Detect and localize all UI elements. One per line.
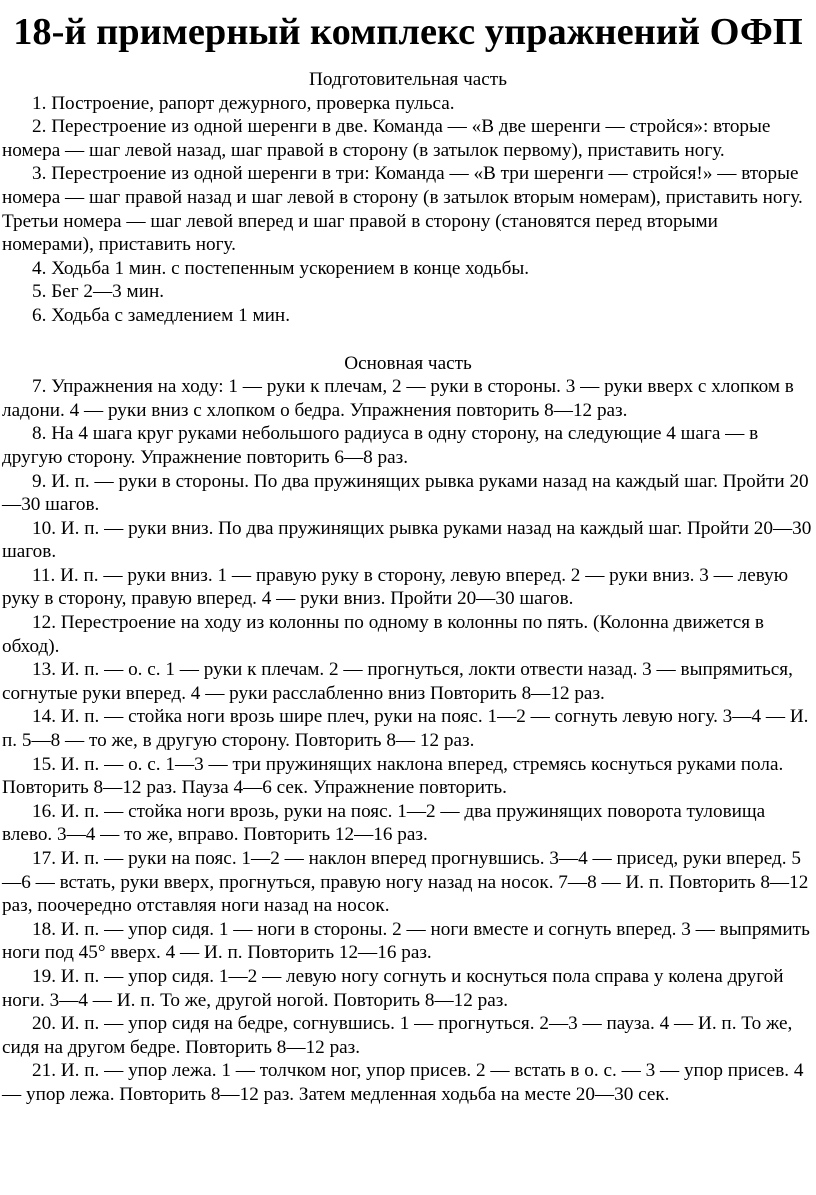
section-heading: Основная часть: [344, 352, 472, 374]
exercise-item: 9. И. п. — руки в стороны. По два пружинящих рывка руками назад на каждый шаг. Пройти 20—30 шагов.: [2, 470, 809, 516]
exercise-item: 12. Перестроение на ходу из колонны по одному в колонны по пять. (Колонна движется в обход).: [2, 612, 764, 657]
exercise-item: 8. На 4 шага круг руками небольшого радиуса в одну сторону, на следующие 4 шага — в другую сторону. Упражнение повторить 6—8 раз.: [2, 423, 759, 468]
exercise-item: 3. Перестроение из одной шеренги в три: Команда — «В три шеренги — стройся!» — вторые номера — шаг правой назад и шаг левой в сторону (в затылок вторым номерам), приставить ногу. Третьи номера — шаг левой вперед и шаг правой в сторону (становятся перед вторыми номерами), приставить ногу.: [2, 163, 803, 256]
exercise-item: 5. Бег 2—3 мин.: [32, 281, 165, 303]
exercise-item: 16. И. п. — стойка ноги врозь, руки на пояс. 1—2 — два пружинящих поворота туловища влево. 3—4 — то же, вправо. Повторить 12—16 раз.: [2, 800, 766, 846]
exercise-item: 6. Ходьба с замедлением 1 мин.: [32, 304, 290, 326]
exercise-item: 7. Упражнения на ходу: 1 — руки к плечам, 2 — руки в стороны. 3 — руки вверх с хлопком в ладони. 4 — руки вниз с хлопком о бедра. Упражнения повторить 8—12 раз.: [2, 376, 794, 421]
exercise-item: 10. И. п. — руки вниз. По два пружинящих рывка руками назад на каждый шаг. Пройти 20—30 шагов.: [2, 517, 812, 563]
spacer: [2, 328, 814, 352]
exercise-item: 18. И. п. — упор сидя. 1 — ноги в стороны. 2 — ноги вместе и согнуть вперед. 3 — выпрямить ноги под 45° вверх. 4 — И. п. Повторить 12—16 раз.: [2, 918, 810, 964]
section-preparatory: [2, 68, 814, 328]
exercise-item: 17. И. п. — руки на пояс. 1—2 — наклон вперед прогнувшись. 3—4 — присед, руки вперед. 5—6 — встать, руки вверх, прогнуться, правую ногу назад на носок. 7—8 — И. п. Повторить 8—12 раз, поочередно отставляя ноги назад на носок.: [2, 848, 809, 917]
exercise-item: 13. И. п. — о. с. 1 — руки к плечам. 2 — прогнуться, локти отвести назад. 3 — выпрямиться, согнутые руки вперед. 4 — руки расслабленно вниз Повторить 8—12 раз.: [2, 659, 793, 704]
exercise-item: 14. И. п. — стойка ноги врозь шире плеч, руки на пояс. 1—2 — согнуть левую ногу. 3—4 — И. п. 5—8 — то же, в другую сторону. Повторить 8— 12 раз.: [2, 706, 809, 752]
exercise-item: 1. Построение, рапорт дежурного, проверка пульса.: [32, 92, 455, 114]
exercise-item: 19. И. п. — упор сидя. 1—2 — левую ногу согнуть и коснуться пола справа у колена другой ноги. 3—4 — И. п. То же, другой ногой. Повторить 8—12 раз.: [2, 965, 784, 1011]
exercise-item: 2. Перестроение из одной шеренги в две. Команда — «В две шеренги — стройся»: вторые номера — шаг левой назад, шаг правой в сторону (в затылок первому), приставить ногу.: [2, 116, 771, 161]
exercise-item: 20. И. п. — упор сидя на бедре, согнувшись. 1 — прогнуться. 2—3 — пауза. 4 — И. п. То же, сидя на другом бедре. Повторить 8—12 раз.: [2, 1013, 793, 1058]
exercise-item: 15. И. п. — о. с. 1—3 — три пружинящих наклона вперед, стремясь коснуться руками пола. Повторить 8—12 раз. Пауза 4—6 сек. Упражнение повторить.: [2, 753, 784, 799]
exercise-item: 4. Ходьба 1 мин. с постепенным ускорением в конце ходьбы.: [32, 257, 530, 279]
exercise-item: 11. И. п. — руки вниз. 1 — правую руку в сторону, левую вперед. 2 — руки вниз. 3 — левую руку в сторону, правую вперед. 4 — руки вниз. Пройти 20—30 шагов.: [2, 564, 789, 610]
exercise-item: 21. И. п. — упор лежа. 1 — толчком ног, упор присев. 2 — встать в о. с. — 3 — упор присев. 4 — упор лежа. Повторить 8—12 раз. Затем медленная ходьба на месте 20—30 сек.: [2, 1060, 804, 1105]
document-title: 18-й примерный комплекс упражнений ОФП: [13, 11, 803, 53]
section-heading: Подготовительная часть: [309, 69, 507, 90]
section-main: [2, 352, 814, 1107]
